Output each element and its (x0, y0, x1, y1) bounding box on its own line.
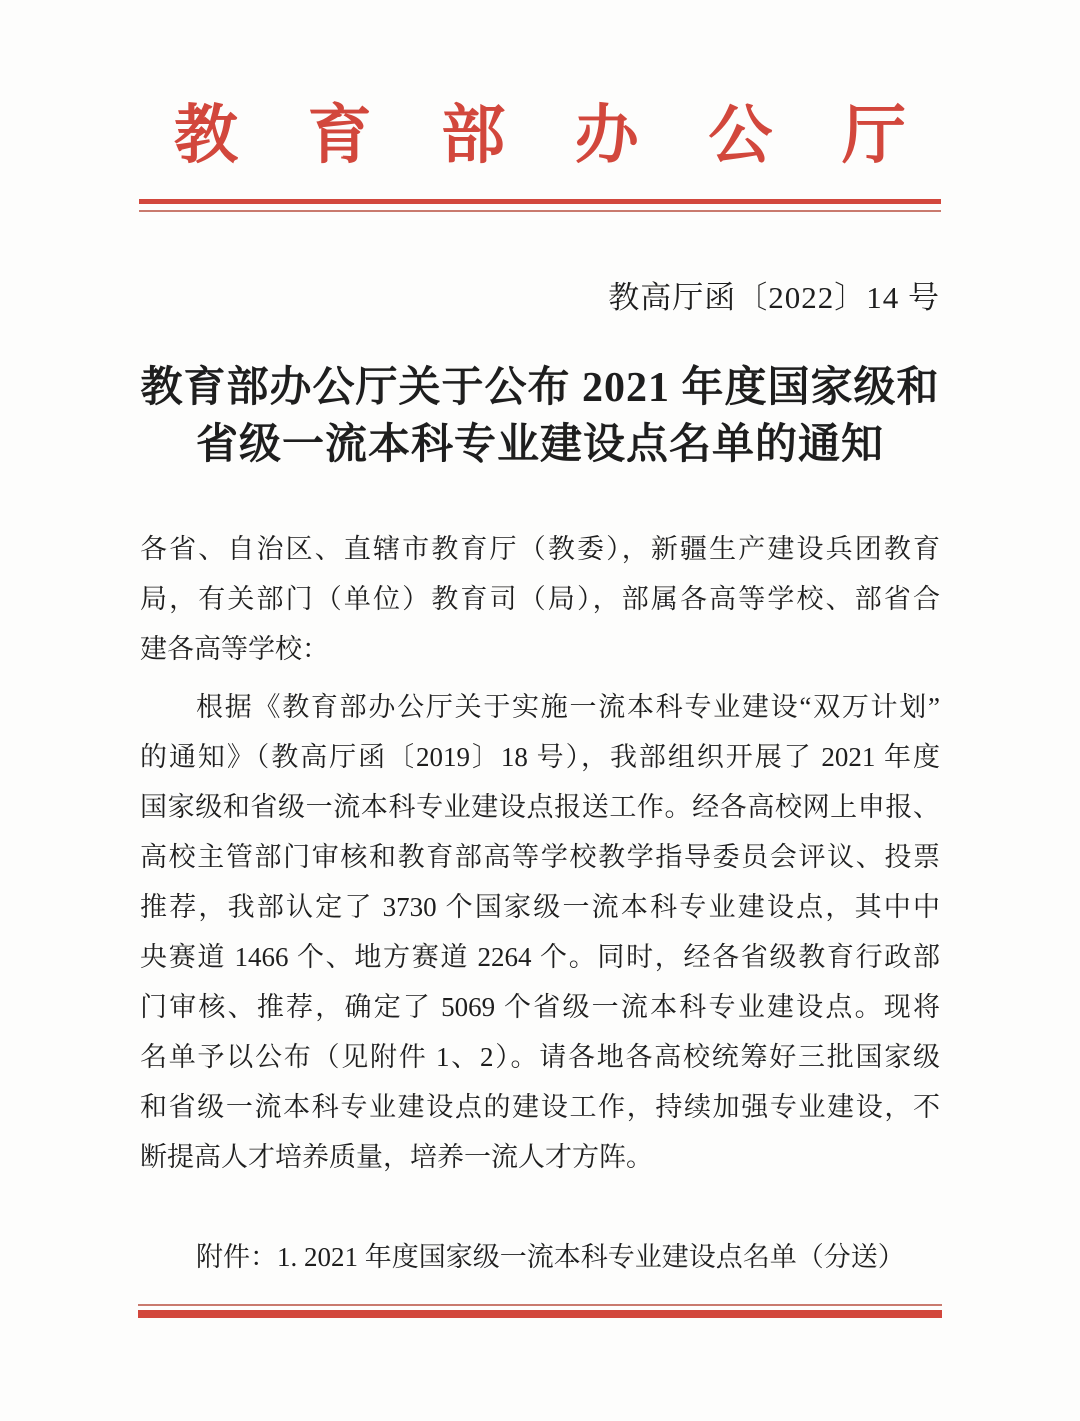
rule-thick-line (138, 1310, 942, 1318)
main-paragraph (140, 682, 940, 1182)
letterhead (0, 0, 1080, 169)
agency-title-char: 教 (174, 100, 238, 171)
text-line: 国家级和省级一流本科专业建设点报送工作。经各高校网上申报、 (140, 792, 940, 823)
attachment-line: 附件：1. 2021 年度国家级一流本科专业建设点名单（分送） (196, 1242, 905, 1273)
text-line: 央赛道 1466 个、地方赛道 2264 个。同时，经各省级教育行政部 (140, 942, 940, 973)
text-line: 门审核、推荐，确定了 5069 个省级一流本科专业建设点。现将 (140, 992, 940, 1023)
agency-title-char: 公 (708, 100, 773, 171)
text-line: 的通知》（教高厅函〔2019〕18 号），我部组织开展了 2021 年度 (140, 742, 940, 773)
document-body (140, 524, 940, 1182)
rule-thick-line (139, 199, 941, 204)
letterhead-double-rule (139, 199, 941, 212)
text-line: 建各高等学校： (140, 634, 329, 665)
document-title-line-1: 教育部办公厅关于公布 2021 年度国家级和 (140, 365, 940, 412)
agency-title (174, 102, 906, 169)
salutation-paragraph (140, 524, 940, 674)
footer-double-rule (138, 1304, 942, 1318)
document-title-line-2: 省级一流本科专业建设点名单的通知 (195, 422, 884, 469)
text-line: 推荐，我部认定了 3730 个国家级一流本科专业建设点，其中中 (140, 892, 940, 923)
text-line: 各省、自治区、直辖市教育厅（教委），新疆生产建设兵团教育 (140, 534, 940, 565)
rule-thin-line (139, 210, 941, 212)
text-line: 局，有关部门（单位）教育司（局），部属各高等学校、部省合 (140, 584, 940, 615)
text-line: 根据《教育部办公厅关于实施一流本科专业建设“双万计划” (196, 692, 940, 723)
text-line: 名单予以公布（见附件 1、2）。请各地各高校统筹好三批国家级 (140, 1042, 940, 1073)
agency-title-char: 部 (441, 100, 506, 171)
text-line: 和省级一流本科专业建设点的建设工作，持续加强专业建设，不 (140, 1092, 940, 1123)
document-title (0, 360, 1080, 474)
agency-title-char: 育 (307, 100, 372, 171)
text-line: 高校主管部门审核和教育部高等学校教学指导委员会评议、投票 (140, 842, 940, 873)
agency-title-char: 厅 (841, 100, 906, 171)
text-line: 断提高人才培养质量，培养一流人才方阵。 (140, 1142, 653, 1173)
document-number: 教高厅函〔2022〕14 号 (608, 280, 940, 316)
agency-title-char: 办 (574, 100, 639, 171)
rule-thin-line (138, 1304, 942, 1306)
